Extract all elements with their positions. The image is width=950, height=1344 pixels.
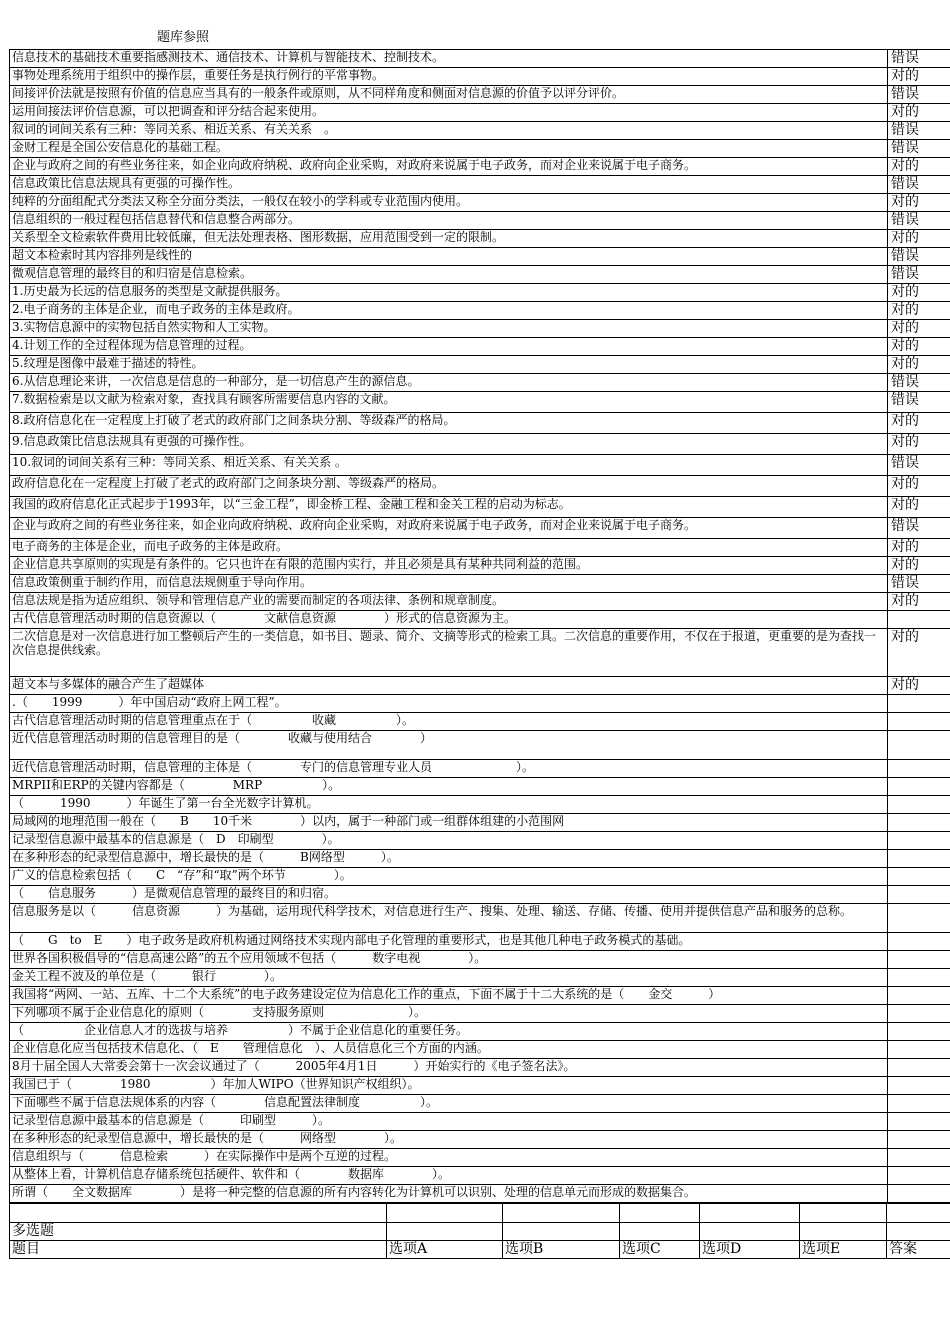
question-cell: 从整体上看，计算机信息存储系统包括硬件、软件和（ 数据库 ）。 (10, 1167, 888, 1185)
question-cell: 信息技术的基础技术重要指感测技术、通信技术、计算机与智能技术、控制技术。 (10, 50, 888, 68)
table-row (10, 1059, 950, 1077)
judgment-table (9, 49, 950, 1203)
question-cell: .（ 1999 ）年中国启动“政府上网工程”。 (10, 695, 888, 713)
answer-cell (888, 713, 950, 731)
sheet-title: 题库参照 (157, 30, 210, 45)
table-row (10, 86, 950, 104)
question-cell: 7.数据检索是以文献为检索对象，查找具有顾客所需要信息内容的文献。 (10, 392, 888, 413)
answer-cell: 对的 (888, 320, 950, 338)
table-row (10, 455, 950, 476)
question-cell: 3.实物信息源中的实物包括自然实物和人工实物。 (10, 320, 888, 338)
spacer-row (10, 1204, 950, 1223)
table-row (10, 320, 950, 338)
question-cell: 记录型信息源中最基本的信息源是（ D 印刷型 ）。 (10, 832, 888, 850)
header-row (10, 1241, 950, 1259)
table-row (10, 868, 950, 886)
table-row (10, 713, 950, 731)
table-row (10, 338, 950, 356)
answer-cell: 错误 (888, 86, 950, 104)
question-cell: 企业信息化应当包括技术信息化、（ E 管理信息化 ）、人员信息化三个方面的内涵。 (10, 1041, 888, 1059)
answer-cell: 对的 (888, 158, 950, 176)
answer-cell: 对的 (888, 557, 950, 575)
question-cell: 信息组织与（ 信息检索 ）在实际操作中是两个互逆的过程。 (10, 1149, 888, 1167)
table-row (10, 539, 950, 557)
header-cell-option-d: 选项D (700, 1241, 800, 1259)
answer-cell: 对的 (888, 194, 950, 212)
table-row (10, 248, 950, 266)
answer-cell: 对的 (888, 497, 950, 518)
answer-cell: 对的 (888, 677, 950, 695)
answer-cell: 错误 (888, 50, 950, 68)
question-cell: 信息政策侧重于制约作用，而信息法规侧重于导向作用。 (10, 575, 888, 593)
question-bank-sheet (9, 26, 950, 1259)
question-cell: 2.电子商务的主体是企业，而电子政务的主体是政府。 (10, 302, 888, 320)
answer-cell (888, 760, 950, 778)
table-row (10, 212, 950, 230)
table-row (10, 518, 950, 539)
question-cell: 6.从信息理论来讲，一次信息是信息的一种部分，是一切信息产生的源信息。 (10, 374, 888, 392)
answer-cell (888, 933, 950, 951)
table-row (10, 1113, 950, 1131)
question-cell: 10.叙词的词间关系有三种：等同关系、相近关系、有关关系 。 (10, 455, 888, 476)
table-row (10, 886, 950, 904)
question-cell: 我国将“两网、一站、五库、十二个大系统”的电子政务建设定位为信息化工作的重点，下面不属于十二大系统的是（ 金交 ） (10, 987, 888, 1005)
table-row (10, 392, 950, 413)
question-cell: 金财工程是全国公安信息化的基础工程。 (10, 140, 888, 158)
question-cell: 超文本与多媒体的融合产生了超媒体 (10, 677, 888, 695)
question-cell: 8月十届全国人大常委会第十一次会议通过了（ 2005年4月1日 ）开始实行的《电子签名法》。 (10, 1059, 888, 1077)
question-cell: 间接评价法就是按照有价值的信息应当具有的一般条件或原则，从不同样角度和侧面对信息源的价值予以评分评价。 (10, 86, 888, 104)
question-cell: （ 1990 ）年诞生了第一台全光数字计算机。 (10, 796, 888, 814)
answer-cell: 错误 (888, 176, 950, 194)
answer-cell: 对的 (888, 356, 950, 374)
question-cell: 下面哪些不属于信息法规体系的内容（ 信息配置法律制度 ）。 (10, 1095, 888, 1113)
table-row (10, 158, 950, 176)
question-cell: 古代信息管理活动时期的信息管理重点在于（ 收藏 ）。 (10, 713, 888, 731)
table-row (10, 68, 950, 86)
answer-cell (888, 695, 950, 713)
section-row (10, 1223, 950, 1241)
table-row (10, 374, 950, 392)
table-row (10, 575, 950, 593)
table-row (10, 476, 950, 497)
question-cell: 4.计划工作的全过程体现为信息管理的过程。 (10, 338, 888, 356)
answer-cell (888, 731, 950, 760)
answer-cell: 对的 (888, 68, 950, 86)
question-cell: 下列哪项不属于企业信息化的原则（ 支持服务原则 ）。 (10, 1005, 888, 1023)
answer-cell (888, 1041, 950, 1059)
table-row (10, 413, 950, 434)
table-row (10, 1095, 950, 1113)
header-cell-option-c: 选项C (620, 1241, 700, 1259)
answer-cell (888, 1023, 950, 1041)
answer-cell: 对的 (888, 413, 950, 434)
table-row (10, 951, 950, 969)
answer-cell (888, 611, 950, 629)
question-cell: 电子商务的主体是企业，而电子政务的主体是政府。 (10, 539, 888, 557)
question-cell: 二次信息是对一次信息进行加工整顿后产生的一类信息，如书目、题录、简介、文摘等形式的检索工具。二次信息的重要作用，不仅在于报道，更重要的是为查找一次信息提供线索。 (10, 629, 888, 677)
answer-cell: 对的 (888, 434, 950, 455)
answer-cell: 对的 (888, 104, 950, 122)
table-row (10, 1167, 950, 1185)
table-row (10, 122, 950, 140)
table-row (10, 1041, 950, 1059)
answer-cell: 错误 (888, 266, 950, 284)
answer-cell: 错误 (888, 248, 950, 266)
table-row (10, 731, 950, 760)
table-row (10, 1077, 950, 1095)
answer-cell: 错误 (888, 140, 950, 158)
answer-cell: 错误 (888, 455, 950, 476)
table-row (10, 284, 950, 302)
multi-choice-table (9, 1203, 950, 1259)
question-cell: 信息服务是以（ 信息资源 ）为基础，运用现代科学技术，对信息进行生产、搜集、处理、输送、存储、传播、使用并提供信息产品和服务的总称。 (10, 904, 888, 933)
table-row (10, 497, 950, 518)
question-cell: 在多种形态的纪录型信息源中，增长最快的是（ B网络型 ）。 (10, 850, 888, 868)
table-row (10, 356, 950, 374)
answer-cell: 对的 (888, 539, 950, 557)
answer-cell (888, 987, 950, 1005)
question-cell: 所谓（ 全文数据库 ）是将一种完整的信息源的所有内容转化为计算机可以识别、处理的信息单元而形成的数据集合。 (10, 1185, 888, 1203)
table-row (10, 814, 950, 832)
answer-cell: 错误 (888, 518, 950, 539)
table-row (10, 933, 950, 951)
header-cell-question: 题目 (10, 1241, 387, 1259)
table-row (10, 194, 950, 212)
answer-cell (888, 1113, 950, 1131)
table-row (10, 987, 950, 1005)
answer-cell: 对的 (888, 230, 950, 248)
answer-cell (888, 1149, 950, 1167)
answer-cell (888, 796, 950, 814)
question-cell: 在多种形态的纪录型信息源中，增长最快的是（ 网络型 ）。 (10, 1131, 888, 1149)
question-cell: 广义的信息检索包括（ C “存”和“取”两个环节 ）。 (10, 868, 888, 886)
table-row (10, 1023, 950, 1041)
answer-cell (888, 886, 950, 904)
answer-cell: 错误 (888, 392, 950, 413)
answer-cell: 对的 (888, 338, 950, 356)
answer-cell (888, 868, 950, 886)
table-row (10, 230, 950, 248)
question-cell: 1.历史最为长远的信息服务的类型是文献提供服务。 (10, 284, 888, 302)
question-cell: 我国已于（ 1980 ）年加人WIPO（世界知识产权组织）。 (10, 1077, 888, 1095)
section-label: 多选题 (10, 1223, 387, 1241)
question-cell: 近代信息管理活动时期，信息管理的主体是（ 专门的信息管理专业人员 ）。 (10, 760, 888, 778)
question-cell: 8.政府信息化在一定程度上打破了老式的政府部门之间条块分割、等级森严的格局。 (10, 413, 888, 434)
answer-cell: 错误 (888, 122, 950, 140)
table-row (10, 434, 950, 455)
answer-cell (888, 1077, 950, 1095)
answer-cell (888, 1167, 950, 1185)
question-cell: 企业信息共享原则的实现是有条件的。它只也许在有限的范围内实行，并且必须是具有某种共同利益的范围。 (10, 557, 888, 575)
question-cell: 局域网的地理范围一般在（ B 10千米 ）以内，属于一种部门或一组群体组建的小范围网 (10, 814, 888, 832)
answer-cell (888, 850, 950, 868)
question-cell: 运用间接法评价信息源，可以把调查和评分结合起来使用。 (10, 104, 888, 122)
question-cell: 企业与政府之间的有些业务往来，如企业向政府纳税、政府向企业采购，对政府来说属于电子政务，而对企业来说属于电子商务。 (10, 518, 888, 539)
table-row (10, 593, 950, 611)
question-cell: 信息政策比信息法规具有更强的可操作性。 (10, 176, 888, 194)
question-cell: 超文本检索时其内容排列是线性的 (10, 248, 888, 266)
question-cell: （ G to E ）电子政务是政府机构通过网络技术实现内部电子化管理的重要形式，也是其他几种电子政务模式的基础。 (10, 933, 888, 951)
question-cell: 政府信息化在一定程度上打破了老式的政府部门之间条块分割、等级森严的格局。 (10, 476, 888, 497)
answer-cell: 对的 (888, 302, 950, 320)
answer-cell (888, 1131, 950, 1149)
question-cell: MRPII和ERP的关键内容都是（ MRP ）。 (10, 778, 888, 796)
question-cell: 世界各国积极倡导的“信息高速公路”的五个应用领域不包括（ 数字电视 ）。 (10, 951, 888, 969)
table-row (10, 677, 950, 695)
table-row (10, 140, 950, 158)
question-cell: 纯粹的分面组配式分类法又称全分面分类法，一般仅在较小的学科或专业范围内使用。 (10, 194, 888, 212)
question-cell: 5.纹理是图像中最难于描述的特性。 (10, 356, 888, 374)
table-row (10, 1005, 950, 1023)
answer-cell: 对的 (888, 593, 950, 611)
table-row (10, 50, 950, 68)
answer-cell (888, 814, 950, 832)
question-cell: （ 信息服务 ）是微观信息管理的最终目的和归宿。 (10, 886, 888, 904)
answer-cell: 对的 (888, 476, 950, 497)
header-cell-option-a: 选项A (387, 1241, 503, 1259)
table-row (10, 611, 950, 629)
question-cell: 微观信息管理的最终目的和归宿是信息检索。 (10, 266, 888, 284)
answer-cell: 错误 (888, 374, 950, 392)
answer-cell (888, 1095, 950, 1113)
answer-cell: 对的 (888, 629, 950, 677)
question-cell: 叙词的词间关系有三种：等同关系、相近关系、有关关系 。 (10, 122, 888, 140)
table-row (10, 1149, 950, 1167)
header-cell-option-b: 选项B (503, 1241, 620, 1259)
question-cell: 记录型信息源中最基本的信息源是（ 印刷型 ）。 (10, 1113, 888, 1131)
question-cell: 古代信息管理活动时期的信息资源以（ 文献信息资源 ）形式的信息资源为主。 (10, 611, 888, 629)
question-cell: 事物处理系统用于组织中的操作层，重要任务是执行例行的平常事物。 (10, 68, 888, 86)
question-cell: 9.信息政策比信息法规具有更强的可操作性。 (10, 434, 888, 455)
answer-cell (888, 969, 950, 987)
question-cell: （ 企业信息人才的选拔与培养 ）不属于企业信息化的重要任务。 (10, 1023, 888, 1041)
answer-cell (888, 1005, 950, 1023)
table-row (10, 796, 950, 814)
table-row (10, 778, 950, 796)
question-cell: 关系型全文检索软件费用比较低廉，但无法处理表格、图形数据，应用范围受到一定的限制。 (10, 230, 888, 248)
question-cell: 近代信息管理活动时期的信息管理目的是（ 收藏与使用结合 ） (10, 731, 888, 760)
table-row (10, 969, 950, 987)
answer-cell: 对的 (888, 284, 950, 302)
answer-cell (888, 1059, 950, 1077)
answer-cell (888, 832, 950, 850)
table-row (10, 629, 950, 677)
answer-cell: 错误 (888, 575, 950, 593)
question-cell: 金关工程不波及的单位是（ 银行 ）。 (10, 969, 888, 987)
answer-cell (888, 951, 950, 969)
table-row (10, 1185, 950, 1203)
table-row (10, 1131, 950, 1149)
answer-cell (888, 904, 950, 933)
table-row (10, 302, 950, 320)
answer-cell (888, 778, 950, 796)
question-cell: 信息组织的一般过程包括信息替代和信息整合两部分。 (10, 212, 888, 230)
question-cell: 我国的政府信息化正式起步于1993年，以“三金工程”，即金桥工程、金融工程和金关工程的启动为标志。 (10, 497, 888, 518)
table-row (10, 695, 950, 713)
answer-cell: 错误 (888, 212, 950, 230)
table-row (10, 266, 950, 284)
table-row (10, 176, 950, 194)
question-cell: 信息法规是指为适应组织、领导和管理信息产业的需要而制定的各项法律、条例和规章制度。 (10, 593, 888, 611)
table-row (10, 850, 950, 868)
table-row (10, 557, 950, 575)
header-cell-option-e: 选项E (800, 1241, 887, 1259)
question-cell: 企业与政府之间的有些业务往来，如企业向政府纳税、政府向企业采购，对政府来说属于电子政务，而对企业来说属于电子商务。 (10, 158, 888, 176)
header-cell-answer: 答案 (887, 1241, 950, 1259)
table-row (10, 104, 950, 122)
table-row (10, 832, 950, 850)
table-row (10, 904, 950, 933)
table-row (10, 760, 950, 778)
answer-cell (888, 1185, 950, 1203)
